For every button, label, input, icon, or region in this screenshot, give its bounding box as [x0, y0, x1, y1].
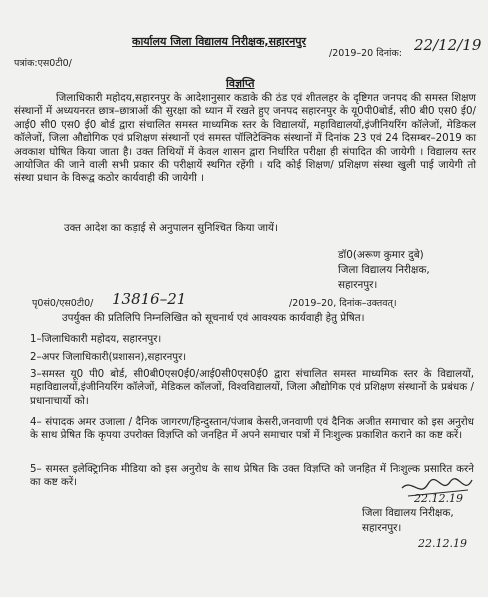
handwritten-date: 22/12/19 — [414, 36, 482, 54]
office-title: कार्यालय जिला विद्यालय निरीक्षक,सहारनपुर — [132, 35, 307, 48]
officer-designation: जिला विद्यालय निरीक्षक, — [338, 264, 430, 276]
endorsement-ref-suffix: /2019–20, दिनांक–उक्तवत्। — [289, 298, 397, 309]
handwritten-date-2: 22.12.19 — [414, 492, 463, 505]
endorsement-intro: उपर्युक्त की प्रतिलिपि निम्नलिखित को सूचनार्थ एवं आवश्यक कार्यवाही हेतु प्रेषित। — [62, 312, 365, 324]
year-date-label: /2019–20 दिनांक: — [329, 48, 402, 59]
list-item: 2–अपर जिलाधिकारी(प्रशासन),सहारनपुर। — [30, 352, 187, 363]
officer-name: डॉ0(अरूण कुमार दुबे) — [338, 249, 424, 261]
patrank-label: पत्रांक:एस0टी0/ — [14, 58, 72, 69]
officer-place: सहारनपुर। — [338, 279, 378, 291]
signature-block-1 — [338, 248, 430, 293]
bottom-handwritten-date: 22.12.19 — [418, 537, 467, 550]
list-item: 4– संपादक अमर उजाला / दैनिक जागरण/हिन्दुस्तान/पंजाब केसरी,जनवाणी एवं दैनिक अजीत समाचार को इस अनुरोध के साथ प्रेषित कि कृपया उपरोक्त विज्ञप्ति को जनहित में अपने समाचार पत्रों में निःशुल्क प्रकाशित कराने का कष्ट करें। — [30, 416, 474, 442]
list-item: 5– समस्त इलेक्ट्रिानिक मीडिया को इस अनुरोध के साथ प्रेषित कि उक्त विज्ञप्ति को जनहित में निःशुल्क प्रसारित करने का कष्ट करें। — [30, 463, 474, 489]
signature-block-2 — [362, 506, 454, 536]
list-item: 3–समस्त यू0 पी0 बोर्ड, सी0बी0एस0ई0/आई0सी0एस0ई0 द्वारा संचालित समस्त माध्यमिक स्तर के विद्यालयों, महाविद्यालयों,इंजीनियरिंग कॉलेजों, मेडिकल कॉलजों, विश्वविद्यालयों, जिला औद्योगिक एवं प्रशिक्षण संस्थानों के प्रबंधक /प्रधानाचार्यो को। — [30, 368, 474, 407]
notice-body: जिलाधिकारी महोदय,सहारनपुर के आदेशानुसार कडाके की ठंड एवं शीतलहर के दृष्टिगत जनपद की समस्त शिक्षण संस्थानों में अध्ययनरत छात्र–छात्राओं की सुरक्षा को ध्यान में रखते हुए जनपद सहारनपुर के यू0पी0बोर्ड, सी0 बी0 एस0 ई0/ आई0 सी0 एस0 ई0 बोर्ड द्वारा संचालित समस्त माध्यमिक स्तर के विद्यालयों, महाविद्यालयों,इंजीनियरिंग कॉलेजों, मेडिकल कॉलेजों, जिला औद्योगिक एवं प्रशिक्षण संस्थानों एवं समस्त पॉलिटेक्निक संस्थानों में दिनांक 23 एवं 24 दिसम्बर–2019 का अवकाश घोषित किया जाता है। उक्त तिथियों में केवल शासन द्वारा निर्धारित परीक्षा ही संपादित की जायेगी । विद्यालय स्तर आयोजित की जाने वाली सभी प्रकार की परीक्षायें स्थगित रहेंगी । यदि कोई शिक्षण/ प्रशिक्षण संस्था खुली पाई जायेगी तो संस्था प्रधान के विरूद्व कठोर कार्यवाही की जायेगी । — [14, 92, 476, 185]
place-2: सहारनपुर। — [362, 522, 402, 534]
designation-2: जिला विद्यालय निरीक्षक, — [362, 507, 454, 519]
notice-closing: उक्त आदेश का कड़ाई से अनुपालन सुनिश्चित किया जायें। — [64, 222, 278, 234]
endorsement-ref-prefix: पृ0सं0/एस0टी0/ — [32, 298, 94, 309]
notice-heading: विज्ञप्ति — [226, 77, 255, 90]
list-item: 1–जिलाधिकारी महोदय, सहारनपुर। — [30, 334, 162, 345]
endorsement-ref-number: 13816–21 — [112, 290, 187, 308]
